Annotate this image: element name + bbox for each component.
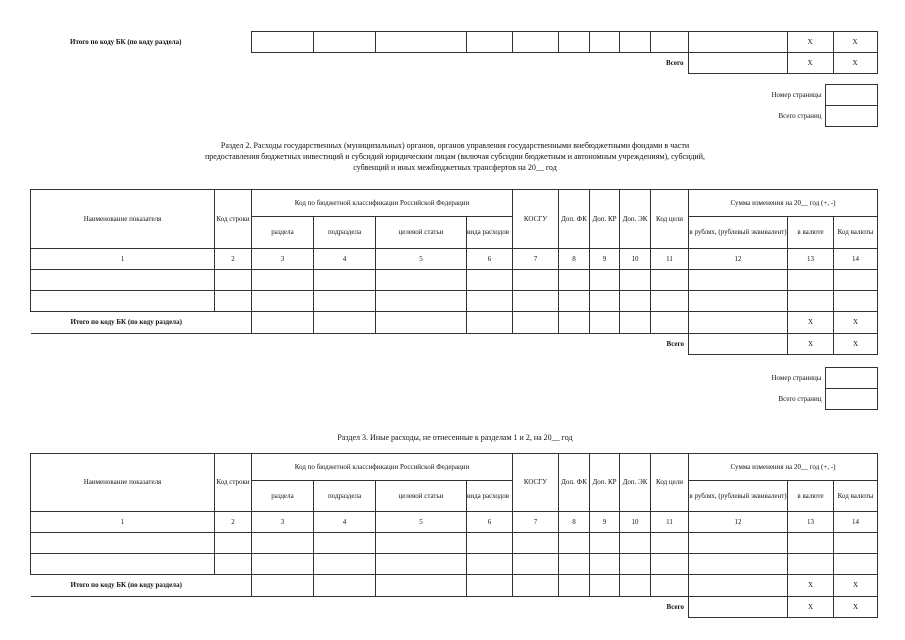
header-rub: в рублях, (рублевый эквивалент) xyxy=(689,217,788,249)
cell[interactable] xyxy=(376,533,467,554)
cell[interactable] xyxy=(252,575,314,597)
cell[interactable] xyxy=(689,270,788,291)
header-dop-ek: Доп. ЭК xyxy=(620,190,651,249)
x-mark: X xyxy=(834,597,878,618)
cell[interactable] xyxy=(513,533,559,554)
itogo-label: Итого по коду БК (по коду раздела) xyxy=(31,312,252,334)
header-dop-kr: Доп. КР xyxy=(590,454,620,512)
header-name: Наименование показателя xyxy=(31,190,215,249)
header-name: Наименование показателя xyxy=(31,454,215,512)
cell[interactable] xyxy=(650,32,688,53)
cell[interactable] xyxy=(788,270,834,291)
cell[interactable] xyxy=(513,554,559,575)
vsego-label: Всего xyxy=(31,597,689,618)
header-sum-group: Сумма изменения на 20__ год (+, -) xyxy=(689,190,878,217)
cell[interactable] xyxy=(688,32,787,53)
cell[interactable] xyxy=(376,291,467,312)
table-row xyxy=(31,291,878,312)
header-kod-val: Код валюты xyxy=(834,217,878,249)
cell[interactable] xyxy=(620,575,651,597)
col-number: 13 xyxy=(788,512,834,533)
cell[interactable] xyxy=(589,32,619,53)
cell[interactable] xyxy=(467,533,513,554)
cell[interactable] xyxy=(590,312,620,334)
cell[interactable] xyxy=(689,533,788,554)
cell[interactable] xyxy=(788,533,834,554)
page-number-label: Номер страницы xyxy=(771,374,822,382)
cell[interactable] xyxy=(689,291,788,312)
table-row xyxy=(31,554,878,575)
x-mark: X xyxy=(787,32,833,53)
cell[interactable] xyxy=(252,291,314,312)
cell[interactable] xyxy=(651,575,689,597)
cell[interactable] xyxy=(512,32,558,53)
cell[interactable] xyxy=(215,291,252,312)
cell[interactable] xyxy=(689,597,788,618)
cell[interactable] xyxy=(788,554,834,575)
header-kod-celi: Код цели xyxy=(651,190,689,249)
page-number-label: Номер страницы xyxy=(771,91,822,99)
header-val: в валюте xyxy=(788,217,834,249)
cell[interactable] xyxy=(31,533,215,554)
header-tsel: целевой статьи xyxy=(376,481,467,512)
cell[interactable] xyxy=(559,291,590,312)
col-number: 9 xyxy=(590,512,620,533)
cell[interactable] xyxy=(651,533,689,554)
x-mark: X xyxy=(834,334,878,355)
col-number: 8 xyxy=(559,512,590,533)
header-rub: в рублях, (рублевый эквивалент) xyxy=(689,481,788,512)
col-number: 6 xyxy=(467,512,513,533)
col-number: 4 xyxy=(314,249,376,270)
cell[interactable] xyxy=(314,270,376,291)
x-mark: X xyxy=(788,575,834,597)
header-code-row: Код строки xyxy=(215,190,252,249)
total-pages-field[interactable] xyxy=(825,106,877,127)
cell[interactable] xyxy=(252,533,314,554)
section2-caption-line: Раздел 2. Расходы государственных (муниципальных) органов, органов управления государственными внебюджетными фондами в части xyxy=(220,141,690,150)
x-mark: X xyxy=(787,53,833,74)
cell[interactable] xyxy=(620,554,651,575)
page-info-1 xyxy=(740,84,878,127)
page-number-field[interactable] xyxy=(825,85,877,106)
header-podrazdel: подраздела xyxy=(314,481,376,512)
header-val: в валюте xyxy=(788,481,834,512)
cell[interactable] xyxy=(314,312,376,334)
cell[interactable] xyxy=(559,554,590,575)
cell[interactable] xyxy=(558,32,589,53)
cell[interactable] xyxy=(314,533,376,554)
col-number: 14 xyxy=(834,249,878,270)
col-number: 7 xyxy=(513,512,559,533)
cell[interactable] xyxy=(513,291,559,312)
col-number: 9 xyxy=(590,249,620,270)
cell[interactable] xyxy=(590,575,620,597)
cell[interactable] xyxy=(559,270,590,291)
col-number: 1 xyxy=(31,512,215,533)
column-numbers-row xyxy=(31,249,878,270)
cell[interactable] xyxy=(467,554,513,575)
total-pages-field[interactable] xyxy=(825,389,877,410)
cell[interactable] xyxy=(467,270,513,291)
header-kod-celi: Код цели xyxy=(651,454,689,512)
table-row xyxy=(31,533,878,554)
cell[interactable] xyxy=(376,312,467,334)
header-dop-kr: Доп. КР xyxy=(590,190,620,249)
col-number: 5 xyxy=(376,249,467,270)
cell[interactable] xyxy=(252,270,314,291)
header-razdel: раздела xyxy=(252,217,314,249)
cell[interactable] xyxy=(375,32,466,53)
cell[interactable] xyxy=(620,312,651,334)
cell[interactable] xyxy=(651,270,689,291)
itogo-row xyxy=(30,32,877,53)
cell[interactable] xyxy=(620,270,651,291)
cell[interactable] xyxy=(31,554,215,575)
header-kod-val: Код валюты xyxy=(834,481,878,512)
header-dop-fk: Доп. ФК xyxy=(559,454,590,512)
header-razdel: раздела xyxy=(252,481,314,512)
section3-caption-line: Раздел 3. Иные расходы, не отнесенные к разделам 1 и 2, на 20__ год xyxy=(337,433,573,442)
section2-caption xyxy=(60,140,850,173)
x-mark: X xyxy=(833,32,877,53)
col-number: 11 xyxy=(651,512,689,533)
header-vid: вида расходов xyxy=(467,481,513,512)
x-mark: X xyxy=(788,334,834,355)
cell[interactable] xyxy=(513,270,559,291)
col-number: 13 xyxy=(788,249,834,270)
vsego-row xyxy=(31,334,878,355)
header-podrazdel: подраздела xyxy=(314,217,376,249)
col-number: 3 xyxy=(252,512,314,533)
cell[interactable] xyxy=(834,270,878,291)
header-kosgu: КОСГУ xyxy=(513,190,559,249)
cell[interactable] xyxy=(215,533,252,554)
cell[interactable] xyxy=(251,32,313,53)
cell[interactable] xyxy=(651,554,689,575)
cell[interactable] xyxy=(215,554,252,575)
total-pages-label: Всего страниц xyxy=(778,395,822,403)
x-mark: X xyxy=(834,312,878,334)
cell[interactable] xyxy=(620,291,651,312)
header-bk-group: Код по бюджетной классификации Российской Федерации xyxy=(252,190,513,217)
itogo-row xyxy=(31,312,878,334)
col-number: 10 xyxy=(620,249,651,270)
cell[interactable] xyxy=(590,533,620,554)
total-pages-label: Всего страниц xyxy=(778,112,822,120)
col-number: 12 xyxy=(689,249,788,270)
cell[interactable] xyxy=(834,291,878,312)
section2-caption-line: предоставления бюджетных инвестиций и субсидий юридическим лицам (включая субсидии бюджетным и автономным учреждениям), субсидий, xyxy=(205,152,705,161)
col-number: 6 xyxy=(467,249,513,270)
cell[interactable] xyxy=(834,533,878,554)
cell[interactable] xyxy=(466,32,512,53)
header-code-row: Код строки xyxy=(215,454,252,512)
itogo-label: Итого по коду БК (по коду раздела) xyxy=(31,575,252,597)
col-number: 3 xyxy=(252,249,314,270)
page-info-2 xyxy=(740,367,878,410)
col-number: 12 xyxy=(689,512,788,533)
cell[interactable] xyxy=(513,312,559,334)
cell[interactable] xyxy=(513,575,559,597)
x-mark: X xyxy=(833,53,877,74)
vsego-label: Всего xyxy=(31,334,689,355)
col-number: 5 xyxy=(376,512,467,533)
cell[interactable] xyxy=(215,270,252,291)
cell[interactable] xyxy=(689,575,788,597)
cell[interactable] xyxy=(559,575,590,597)
col-number: 2 xyxy=(215,512,252,533)
col-number: 4 xyxy=(314,512,376,533)
section2-table xyxy=(30,189,878,355)
cell[interactable] xyxy=(689,312,788,334)
cell[interactable] xyxy=(467,291,513,312)
header-bk-group: Код по бюджетной классификации Российской Федерации xyxy=(252,454,513,481)
header-dop-fk: Доп. ФК xyxy=(559,190,590,249)
vsego-label: Всего xyxy=(666,59,684,68)
cell[interactable] xyxy=(252,554,314,575)
cell[interactable] xyxy=(689,334,788,355)
cell[interactable] xyxy=(31,291,215,312)
section3-caption xyxy=(60,432,850,443)
cell[interactable] xyxy=(314,291,376,312)
cell[interactable] xyxy=(651,312,689,334)
cell[interactable] xyxy=(590,270,620,291)
cell[interactable] xyxy=(252,312,314,334)
vsego-row xyxy=(31,597,878,618)
header-sum-group: Сумма изменения на 20__ год (+, -) xyxy=(689,454,878,481)
cell[interactable] xyxy=(651,291,689,312)
cell[interactable] xyxy=(467,312,513,334)
col-number: 2 xyxy=(215,249,252,270)
cell[interactable] xyxy=(314,554,376,575)
col-number: 7 xyxy=(513,249,559,270)
cell[interactable] xyxy=(688,53,787,74)
x-mark: X xyxy=(788,312,834,334)
header-dop-ek: Доп. ЭК xyxy=(620,454,651,512)
x-mark: X xyxy=(834,575,878,597)
x-mark: X xyxy=(788,597,834,618)
cell[interactable] xyxy=(559,312,590,334)
cell[interactable] xyxy=(376,554,467,575)
header-vid: вида расходов xyxy=(467,217,513,249)
section2-caption-line: субвенций и иных межбюджетных трансфертов на 20__ год xyxy=(353,163,557,172)
section3-table xyxy=(30,453,878,618)
cell[interactable] xyxy=(313,32,375,53)
cell[interactable] xyxy=(31,270,215,291)
cell[interactable] xyxy=(620,533,651,554)
cell[interactable] xyxy=(834,554,878,575)
cell[interactable] xyxy=(376,575,467,597)
header-tsel: целевой статьи xyxy=(376,217,467,249)
itogo-label: Итого по коду БК (по коду раздела) xyxy=(30,32,251,53)
cell[interactable] xyxy=(590,291,620,312)
cell[interactable] xyxy=(689,554,788,575)
column-numbers-row xyxy=(31,512,878,533)
section1-totals-table xyxy=(30,31,878,74)
col-number: 10 xyxy=(620,512,651,533)
col-number: 14 xyxy=(834,512,878,533)
cell[interactable] xyxy=(590,554,620,575)
cell[interactable] xyxy=(559,533,590,554)
cell[interactable] xyxy=(467,575,513,597)
vsego-row xyxy=(30,53,877,74)
page-number-field[interactable] xyxy=(825,368,877,389)
cell[interactable] xyxy=(788,291,834,312)
col-number: 8 xyxy=(559,249,590,270)
cell[interactable] xyxy=(619,32,650,53)
header-kosgu: КОСГУ xyxy=(513,454,559,512)
col-number: 1 xyxy=(31,249,215,270)
itogo-row xyxy=(31,575,878,597)
col-number: 11 xyxy=(651,249,689,270)
table-row xyxy=(31,270,878,291)
cell[interactable] xyxy=(376,270,467,291)
cell[interactable] xyxy=(314,575,376,597)
